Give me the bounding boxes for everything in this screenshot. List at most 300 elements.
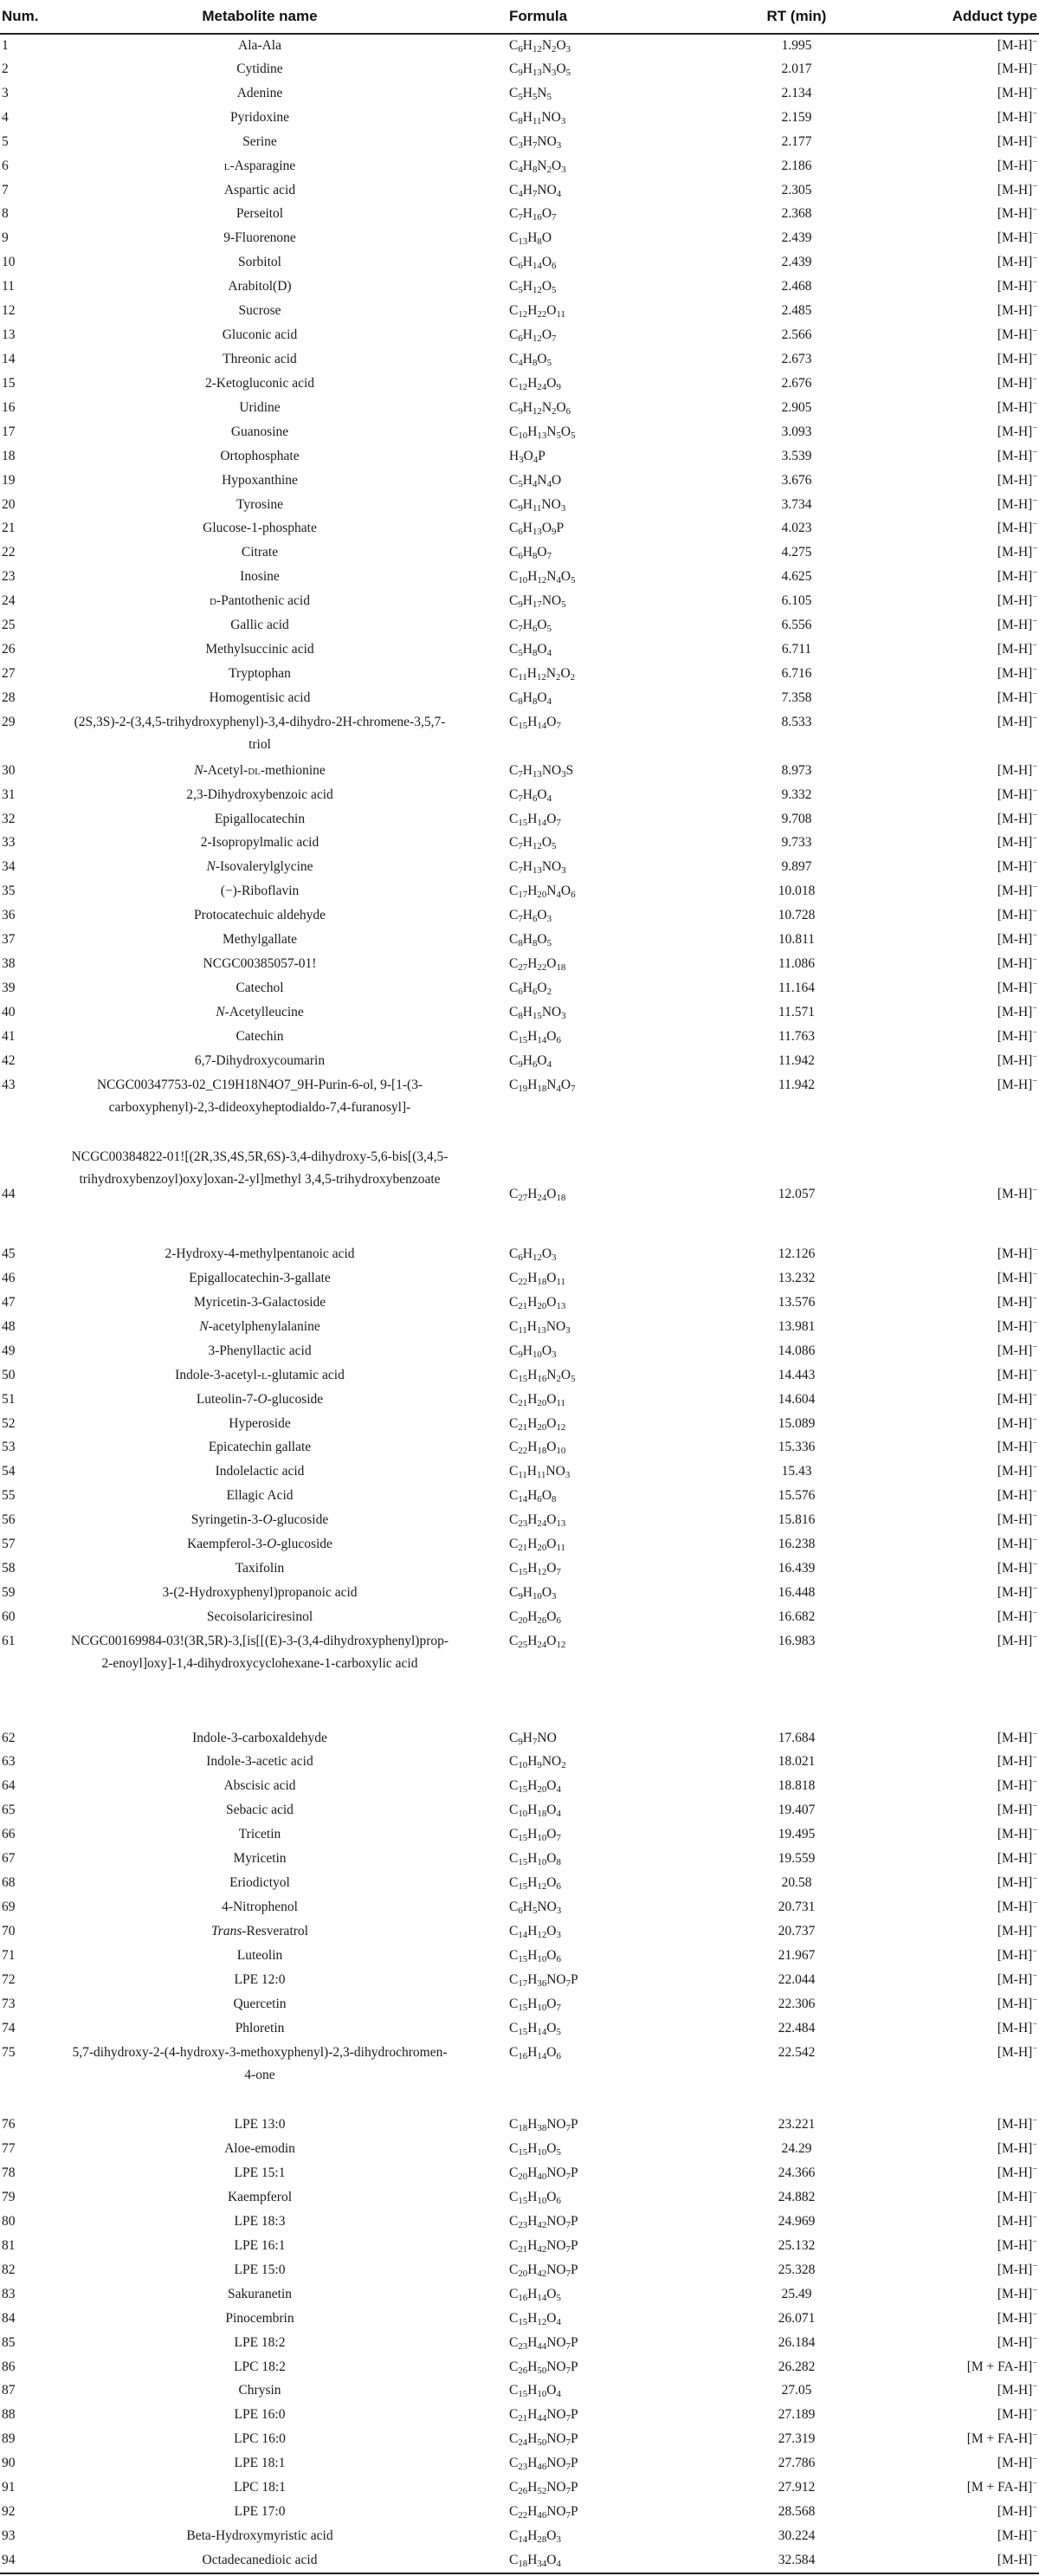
metabolite-name: Hyperoside [229,1415,291,1431]
formula-cell: $C_{21}H_{20}O_{13}$ [509,1294,566,1311]
adduct-type: [M-H]− [997,616,1037,633]
row-num: 19 [2,472,16,488]
retention-time: 16.448 [778,1585,816,1600]
row-num: 32 [2,811,16,826]
table-row [0,2356,1039,2380]
row-num: 67 [2,1851,16,1867]
metabolite-name: Glucose-1-phosphate [203,521,317,536]
row-num: 44 [2,1187,16,1202]
formula-cell: $C_{13}H_8O$ [509,230,552,248]
formula-cell: $C_4H_7NO_4$ [509,182,562,199]
formula-cell: $C_6H_8O_7$ [509,545,552,562]
table-row [0,711,1039,760]
adduct-type: [M-H]− [997,254,1037,270]
formula-cell: $C_8H_{15}NO_3$ [509,1004,566,1021]
table-row [0,2210,1039,2235]
row-num: 30 [2,762,16,778]
formula-cell: $C_9H_6O_4$ [509,1052,552,1070]
row-num: 28 [2,689,16,705]
row-num: 38 [2,956,16,972]
retention-time: 2.305 [781,182,812,197]
row-num: 18 [2,448,16,463]
metabolite-name: Indole-3-acetic acid [206,1754,313,1770]
metabolite-name: 4-Nitrophenol [222,1899,298,1914]
table-row [0,977,1039,1001]
formula-cell: $C_8H_8O_4$ [509,689,552,707]
row-num: 39 [2,980,16,995]
retention-time: 22.484 [778,2020,816,2036]
table-row [0,2476,1039,2501]
formula-cell: $C_5H_{12}O_5$ [509,279,557,296]
metabolite-name: Sucrose [238,303,281,319]
row-num: 51 [2,1391,16,1407]
retention-time: 27.189 [778,2407,816,2423]
retention-time: 2.485 [781,303,812,319]
adduct-type: [M-H]− [997,2043,1037,2060]
row-num: 13 [2,327,16,343]
metabolite-name: Taxifolin [235,1561,285,1576]
retention-time: 11.164 [778,980,816,995]
formula-cell: $C_{10}H_{12}N_4O_5$ [509,569,576,586]
adduct-type: [M-H]− [997,1366,1037,1382]
metabolite-name: Epicatechin gallate [208,1440,312,1455]
formula-cell: $C_{11}H_{12}N_2O_2$ [509,665,576,683]
formula-cell: $C_{26}H_{52}NO_7P$ [509,2480,578,2497]
adduct-type: [M-H]− [997,1946,1037,1963]
metabolite-name: Luteolin-7-O-glucoside [196,1391,324,1407]
formula-cell: $C_{15}H_{10}O_6$ [509,2190,561,2207]
table-row [0,251,1039,275]
metabolite-name: Homogentisic acid [209,689,311,705]
table-row [0,760,1039,784]
adduct-type: [M-H]− [997,60,1037,76]
retention-time: 20.731 [778,1899,816,1914]
formula-cell: $C_3H_7NO_3$ [509,133,562,151]
formula-cell: $C_7H_{13}NO_3$ [509,859,566,877]
metabolite-name: Eriodictyol [229,1875,290,1891]
formula-cell: $C_{15}H_{10}O_7$ [509,1827,561,1844]
formula-cell: $C_6H_{12}N_2O_3$ [509,38,571,55]
row-num: 89 [2,2431,16,2447]
adduct-type: [M-H]− [997,157,1037,173]
table-row [0,2452,1039,2476]
adduct-type: [M-H]− [997,350,1037,366]
retention-time: 13.232 [778,1271,816,1286]
adduct-type: [M-H]− [874,2549,1039,2573]
retention-time: 24.366 [778,2165,816,2181]
metabolite-name: Kaempferol [227,2190,293,2205]
metabolite-name: Ortophosphate [220,448,300,463]
formula-cell: $C_{21}H_{20}O_{11}$ [509,1391,565,1408]
adduct-type: [M-H]− [997,2236,1037,2253]
metabolite-name: LPE 15:0 [234,2262,286,2277]
formula-cell: $C_{22}H_{46}NO_7P$ [509,2504,578,2521]
adduct-type: [M-H]− [997,930,1037,948]
metabolite-name: Indole-3-acetyl-l-glutamic acid [175,1367,345,1382]
formula-cell: $C_{25}H_{24}O_{12}$ [509,1633,566,1650]
table-row [0,82,1039,107]
adduct-type: [M-H]− [997,568,1037,585]
retention-time: 6.711 [781,642,812,657]
adduct-type: [M-H]− [997,2502,1037,2520]
row-num: 43 [2,1077,16,1092]
formula-cell: $C_{17}H_{20}N_4O_6$ [509,883,576,901]
row-num: 31 [2,786,16,802]
retention-time: 11.942 [778,1052,816,1068]
row-num: 42 [2,1052,16,1068]
row-num: 7 [2,182,9,197]
metabolite-name: LPE 17:0 [234,2504,286,2520]
metabolite-name: Perseitol [236,206,284,222]
adduct-type: [M-H]− [997,689,1037,705]
retention-time: 26.184 [778,2334,816,2350]
table-row [0,1557,1039,1582]
adduct-type: [M + FA-H]− [966,2358,1037,2374]
formula-cell: $C_{20}H_{42}NO_7P$ [509,2262,578,2279]
metabolite-name: 2-Isopropylmalic acid [200,835,319,851]
retention-time: 2.673 [781,351,812,366]
retention-time: 6.105 [781,593,812,609]
table-row [0,663,1039,687]
metabolite-name: LPC 18:2 [234,2359,286,2374]
metabolite-name: 6,7-Dihydroxycoumarin [194,1052,326,1068]
header-num: Num. [0,0,61,34]
row-num: 68 [2,1875,16,1891]
formula-cell: $C_9H_{10}O_3$ [509,1343,557,1360]
metabolite-name: Gluconic acid [222,327,298,343]
metabolite-name: LPE 16:0 [234,2407,286,2423]
formula-cell: $C_9H_7NO$ [509,1730,557,1747]
adduct-type: [M-H]− [997,2285,1037,2301]
metabolite-name: Tricetin [238,1827,281,1842]
row-num: 52 [2,1415,16,1431]
metabolite-name: Cytidine [236,61,283,76]
retention-time: 25.132 [778,2237,816,2253]
adduct-type: [M-H]− [997,907,1037,923]
adduct-type: [M-H]− [997,834,1037,851]
retention-time: 2.177 [781,133,812,149]
adduct-type: [M-H]− [997,1027,1037,1044]
row-num: 85 [2,2334,16,2350]
row-num: 87 [2,2383,16,2398]
retention-time: 2.468 [781,279,812,294]
retention-time: 7.358 [781,689,812,705]
row-num: 90 [2,2456,16,2471]
table-row [0,1775,1039,1799]
metabolite-name: 9-Fluorenone [223,230,296,246]
table-row [0,2283,1039,2307]
row-num: 49 [2,1343,16,1358]
formula-cell: $C_7H_{12}O_5$ [509,835,557,852]
retention-time: 2.368 [781,206,812,222]
table-row [0,2525,1039,2549]
table-row [0,1945,1039,1969]
retention-time: 10.728 [778,908,816,923]
retention-time: 9.897 [781,859,812,875]
adduct-type: [M-H]− [997,1826,1037,1842]
metabolite-name: N-acetylphenylalanine [199,1318,320,1334]
formula-cell: $C_{19}H_{18}N_4O_7$ [509,1077,576,1094]
retention-time: 22.542 [778,2044,816,2060]
table-row [0,275,1039,300]
table-row [0,107,1039,131]
adduct-type: [M-H]− [997,1608,1037,1624]
metabolite-name: l-Asparagine [223,158,296,173]
retention-time: 25.49 [781,2286,812,2301]
retention-time: 8.533 [781,714,812,729]
adduct-type: [M-H]− [997,1632,1037,1648]
table-row [0,856,1039,880]
table-row [0,1267,1039,1291]
table-row [0,832,1039,856]
table-row [0,131,1039,155]
retention-time: 2.439 [781,230,812,246]
row-num: 61 [2,1633,16,1648]
adduct-type: [M-H]− [997,1293,1037,1310]
formula-cell: $C_{15}H_{12}O_7$ [509,1561,561,1578]
table-row [0,1026,1039,1050]
table-row [0,1074,1039,1147]
metabolite-name: Luteolin [236,1947,283,1963]
adduct-type: [M-H]− [997,520,1037,536]
formula-cell: $C_{27}H_{22}O_{18}$ [509,956,566,974]
adduct-type: [M-H]− [997,471,1037,488]
adduct-type: [M-H]− [997,2212,1037,2229]
row-num: 45 [2,1246,16,1262]
formula-cell: $C_{24}H_{50}NO_7P$ [509,2431,578,2449]
metabolite-name: 2-Hydroxy-4-methylpentanoic acid [165,1246,355,1262]
metabolite-name: 5,7-dihydroxy-2-(4-hydroxy-3-methoxyphenyl)-2,3-dihydrochromen-4-one [72,2044,448,2082]
retention-time: 15.336 [778,1440,816,1455]
metabolite-name: Serine [242,133,277,149]
retention-time: 15.089 [778,1415,816,1431]
table-row [0,614,1039,638]
row-num: 36 [2,908,16,923]
row-num: 37 [2,932,16,948]
retention-time: 2.017 [781,61,812,76]
retention-time: 15.816 [778,1512,816,1528]
metabolite-name: Aspartic acid [223,182,296,197]
retention-time: 18.021 [778,1754,816,1770]
table-row [0,324,1039,348]
metabolite-name: Myricetin [233,1851,287,1867]
retention-time: 9.733 [781,835,812,851]
retention-time: 26.282 [778,2359,816,2374]
row-num: 27 [2,665,16,681]
row-num: 82 [2,2262,16,2277]
row-num: 56 [2,1512,16,1528]
formula-cell: $C_5H_5N_5$ [509,85,552,102]
table-row [0,203,1039,227]
row-num: 20 [2,496,16,512]
table-row [0,2259,1039,2283]
adduct-type: [M-H]− [997,810,1037,826]
table-row [0,300,1039,324]
table-row [0,1364,1039,1388]
row-num: 55 [2,1488,16,1504]
row-num: 23 [2,569,16,585]
table-row [0,445,1039,469]
row-num: 29 [2,714,16,729]
formula-cell: $C_{22}H_{18}O_{10}$ [509,1440,566,1457]
row-num: 24 [2,593,16,609]
row-num: 48 [2,1318,16,1334]
metabolite-name: LPC 18:1 [234,2480,286,2495]
row-num: 78 [2,2165,16,2181]
retention-time: 15.43 [781,1464,812,1479]
adduct-type: [M-H]− [997,858,1037,875]
formula-cell: $C_{15}H_{10}O_4$ [509,2383,561,2400]
table-row [0,1316,1039,1340]
retention-time: 2.159 [781,109,812,125]
formula-cell: $C_{16}H_{14}O_5$ [509,2286,561,2303]
retention-time: 12.057 [778,1187,816,1202]
row-num: 88 [2,2407,16,2423]
table-row [0,1582,1039,1606]
adduct-type: [M + FA-H]− [966,2478,1037,2495]
retention-time: 16.682 [778,1608,816,1624]
row-num: 75 [2,2044,16,2060]
row-num: 70 [2,1923,16,1938]
formula-cell: $C_6H_5NO_3$ [509,1899,562,1917]
retention-time: 24.29 [781,2141,812,2157]
row-num: 74 [2,2020,16,2036]
formula-cell: $C_{23}H_{44}NO_7P$ [509,2334,578,2352]
adduct-type: [M-H]− [997,1487,1037,1504]
adduct-type: [M-H]− [997,1559,1037,1576]
adduct-type: [M-H]− [997,1898,1037,1914]
row-num: 35 [2,883,16,899]
formula-cell: $C_{18}H_{34}O_4$ [459,2549,719,2573]
metabolite-name: Indolelactic acid [215,1464,305,1479]
table-row [0,1969,1039,1993]
retention-time: 14.086 [778,1343,816,1358]
retention-time: 10.018 [778,883,816,899]
metabolite-name: Epigallocatechin [214,811,306,826]
row-num: 76 [2,2117,16,2133]
formula-cell: $C_{15}H_{10}O_5$ [509,2141,561,2159]
retention-time: 22.044 [778,1971,816,1987]
table-row [0,2042,1039,2114]
adduct-type: [M-H]− [997,2019,1037,2036]
table-row [0,638,1039,663]
formula-cell: $C_9H_{10}O_3$ [509,1585,557,1602]
formula-cell: $H_3O_4P$ [509,448,545,465]
adduct-type: [M-H]− [997,2188,1037,2205]
table-row [0,494,1039,518]
retention-time: 23.221 [778,2117,816,2133]
adduct-type: [M-H]− [997,1995,1037,2011]
table-row [0,953,1039,977]
adduct-type: [M-H]− [997,883,1037,899]
row-num: 59 [2,1585,16,1600]
adduct-type: [M-H]− [997,1971,1037,1987]
adduct-type: [M-H]− [997,2164,1037,2181]
formula-cell: $C_{12}H_{22}O_{11}$ [509,303,565,320]
retention-time: 12.126 [778,1246,816,1262]
table-row [0,58,1039,82]
retention-time: 11.763 [778,1028,816,1044]
adduct-type: [M-H]− [997,592,1037,609]
row-num: 47 [2,1294,16,1310]
retention-time: 3.093 [781,424,812,439]
metabolite-name: d-Pantothenic acid [210,593,310,609]
metabolite-name: Ellagic Acid [226,1488,294,1504]
metabolite-name: Sorbitol [238,255,281,270]
table-row [0,1727,1039,1751]
adduct-type: [M-H]− [997,205,1037,222]
row-num: 11 [2,279,15,294]
metabolite-name: Methylsuccinic acid [205,642,314,657]
adduct-type: [M-H]− [997,84,1037,100]
adduct-type: [M-H]− [997,640,1037,657]
formula-cell: $C_4H_8O_5$ [509,351,552,369]
adduct-type: [M-H]− [997,423,1037,439]
metabolite-name: Syringetin-3-O-glucoside [190,1512,329,1528]
table-row [0,1243,1039,1267]
retention-time: 27.05 [781,2383,812,2398]
formula-cell: $C_{15}H_{16}N_2O_5$ [509,1367,576,1384]
retention-time: 14.604 [778,1391,816,1407]
formula-cell: $C_{21}H_{42}NO_7P$ [509,2237,578,2255]
adduct-type: [M-H]− [997,1802,1037,1818]
metabolite-name: Ala-Ala [238,38,281,53]
adduct-type: [M-H]− [997,1729,1037,1745]
row-num: 25 [2,618,16,633]
metabolite-name: NCGC00347753-02_C19H18N4O7_9H-Purin-6-ol, 9-[1-(3-carboxyphenyl)-2,3-dideoxyheptodialdo-7,4-furanosyl]- [96,1077,423,1115]
table-row [0,2332,1039,2356]
formula-cell: $C_{21}H_{44}NO_7P$ [509,2407,578,2424]
table-row [0,2138,1039,2162]
adduct-type: [M-H]− [997,1245,1037,1262]
row-num: 10 [2,255,16,270]
metabolite-name: Protocatechuic aldehyde [194,908,326,923]
metabolite-name: Hypoxanthine [222,472,298,488]
metabolite-name: Methylgallate [222,932,298,948]
metabolite-name: Guanosine [230,424,289,439]
formula-cell: $C_{15}H_{14}O_5$ [509,2020,561,2037]
formula-cell: $C_{10}H_{13}N_5O_5$ [509,424,576,441]
adduct-type: [M-H]− [997,761,1037,778]
adduct-type: [M-H]− [997,1849,1037,1867]
metabolite-name: Aloe-emodin [224,2141,295,2157]
table-row [0,517,1039,541]
metabolite-name: LPE 15:1 [234,2165,286,2181]
formula-cell: $C_6H_{14}O_6$ [509,255,557,272]
formula-cell: $C_{15}H_{20}O_4$ [509,1778,561,1796]
formula-cell: $C_{15}H_{10}O_8$ [509,1851,561,1868]
adduct-type: [M-H]− [997,108,1037,125]
header-rt: RT (min) [719,0,874,34]
retention-time: 10.811 [778,932,816,948]
formula-cell: $C_4H_8N_2O_3$ [509,158,566,175]
adduct-type: [M-H]− [997,1076,1037,1092]
row-num: 86 [2,2359,16,2374]
metabolite-name: LPE 16:1 [234,2237,286,2253]
row-num: 84 [2,2310,16,2326]
retention-time: 8.973 [781,762,812,778]
table-row [0,469,1039,494]
row-num: 77 [2,2141,16,2157]
adduct-type: [M-H]− [997,230,1037,246]
table-row [0,1001,1039,1026]
table-row [0,1606,1039,1630]
retention-time: 3.734 [781,496,812,512]
table-row [0,1436,1039,1460]
row-num: 21 [2,521,16,536]
adduct-type: [M-H]− [997,1777,1037,1794]
formula-cell: $C_{23}H_{42}NO_7P$ [509,2213,578,2230]
